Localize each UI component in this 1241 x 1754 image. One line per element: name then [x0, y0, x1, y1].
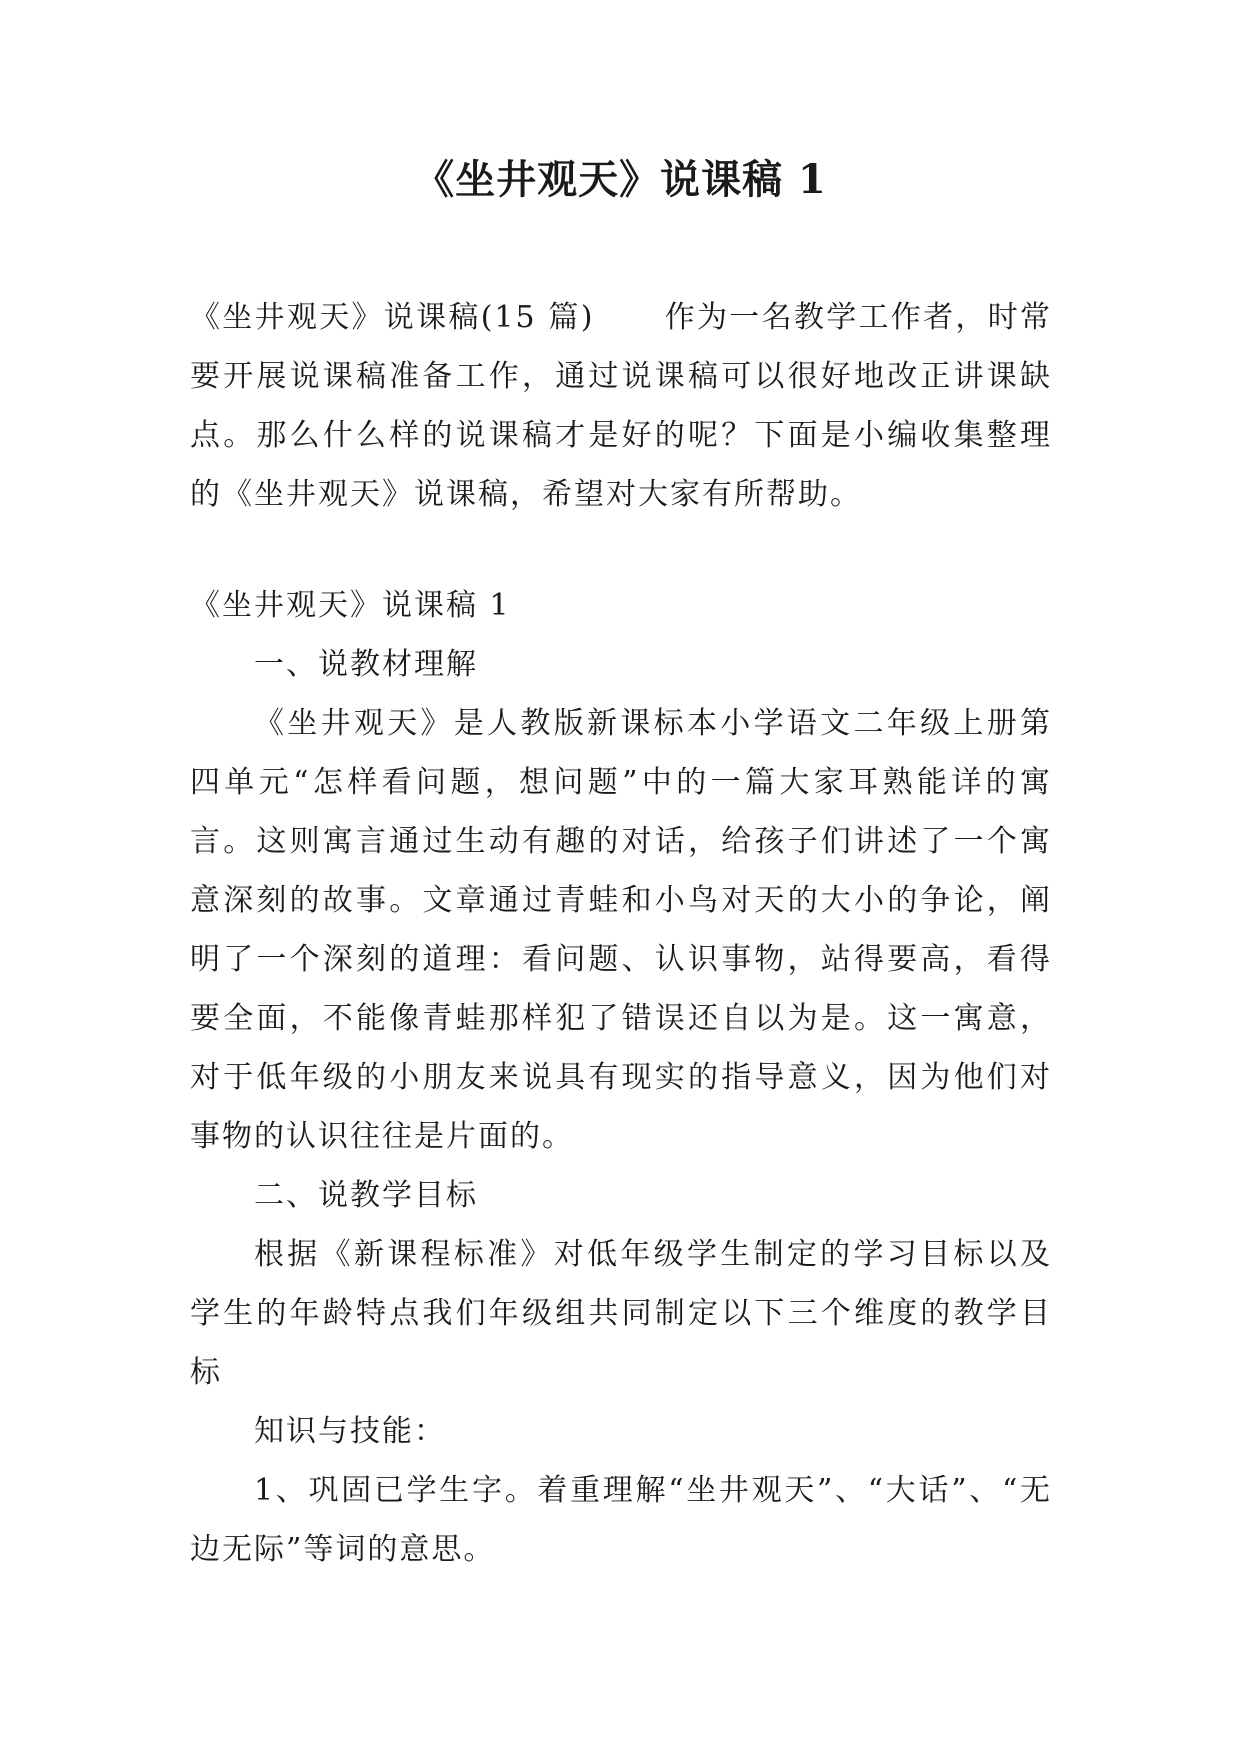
document-body [190, 576, 1052, 1579]
heading-textbook-understanding: 一、说教材理解 [254, 647, 478, 682]
heading-knowledge-skills: 知识与技能： [254, 1414, 446, 1449]
paragraph-textbook-analysis: 《坐井观天》是人教版新课标本小学语文二年级上册第四单元“怎样看问题，想问题”中的一篇大家耳熟能详的寓言。这则寓言通过生动有趣的对话，给孩子们讲述了一个寓意深刻的故事。文章通过青蛙和小鸟对天的大小的争论，阐明了一个深刻的道理：看问题、认识事物，站得要高，看得要全面，不能像青蛙那样犯了错误还自以为是。这一寓意，对于低年级的小朋友来说具有现实的指导意义，因为他们对事物的认识往往是片面的。 [190, 706, 1052, 1154]
intro-lead: 《坐井观天》说课稿(15 篇) [190, 300, 595, 335]
intro-paragraph [190, 288, 1052, 524]
intro-text: 作为一名教学工作者，时常要开展说课稿准备工作，通过说课稿可以很好地改正讲课缺点。那么什么样的说课稿才是好的呢？下面是小编收集整理的《坐井观天》说课稿，希望对大家有所帮助。 [190, 300, 1052, 512]
document-title: 《坐井观天》说课稿 1 [414, 156, 827, 203]
paragraph-teaching-goals: 根据《新课程标准》对低年级学生制定的学习目标以及学生的年龄特点我们年级组共同制定以下三个维度的教学目标 [190, 1237, 1052, 1390]
section-title: 《坐井观天》说课稿 1 [190, 588, 511, 623]
heading-teaching-goals: 二、说教学目标 [254, 1178, 478, 1213]
paragraph-goal-1: 1、巩固已学生字。着重理解“坐井观天”、“大话”、“无边无际”等词的意思。 [190, 1473, 1052, 1567]
